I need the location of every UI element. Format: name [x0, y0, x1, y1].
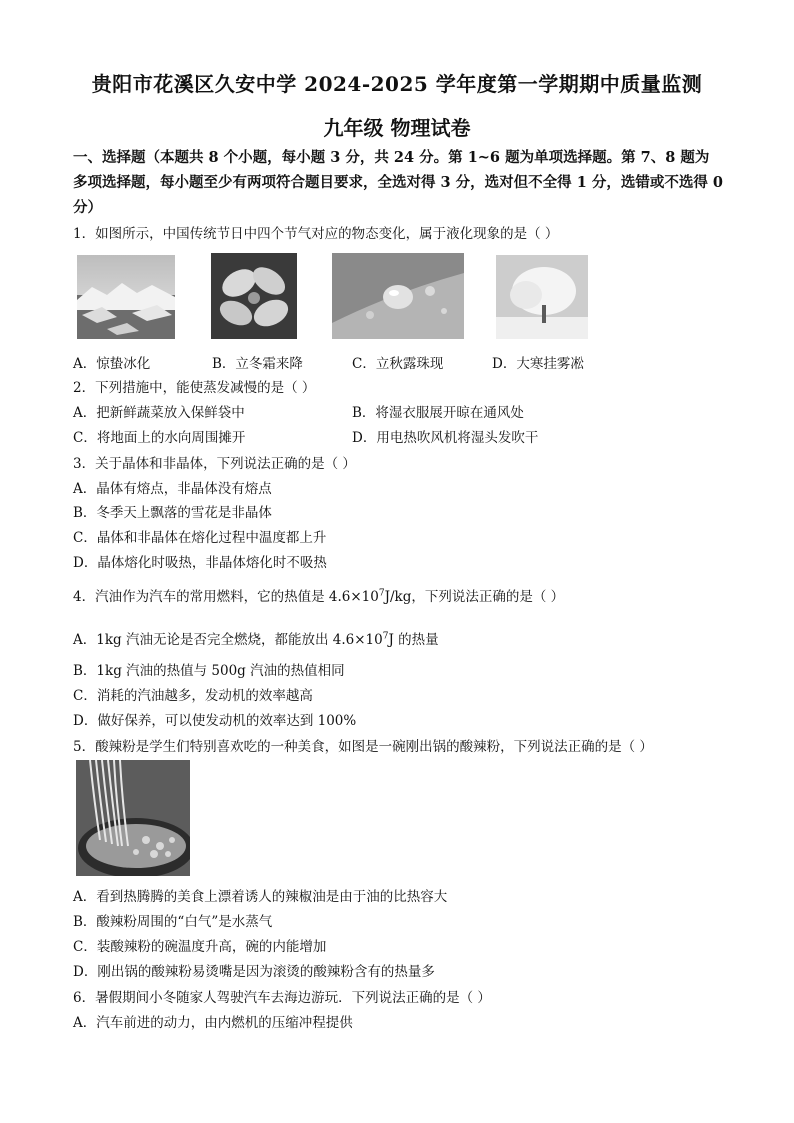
q2-option-c: C．将地面上的水向周围摊开: [73, 430, 246, 446]
q4-option-b: B．1kg 汽油的热值与 500g 汽油的热值相同: [73, 663, 345, 679]
section-heading: 一、选择题（本题共 8 个小题，每小题 3 分，共 24 分。第 1~6 题为单项选择题。第 7、8 题为多项选择题，每小题至少有两项符合题目要求，全选对得 3 分，选对但不全得 1 分，选错或不选得 0 分）: [73, 149, 724, 216]
q3-option-d: D．晶体熔化时吸热，非晶体熔化时不吸热: [73, 555, 327, 571]
q5-option-b: B．酸辣粉周围的“白气”是水蒸气: [73, 914, 273, 930]
q4-option-a: A．1kg 汽油无论是否完全燃烧，都能放出 $4.6\times 10^7J$ 的热量: [73, 631, 439, 648]
question-1-stem: 1．如图所示，中国传统节日中四个节气对应的物态变化，属于液化现象的是（ ）: [73, 226, 559, 242]
q6-option-a: A．汽车前进的动力，由内燃机的压缩冲程提供: [73, 1015, 353, 1031]
question-5-stem: 5．酸辣粉是学生们特别喜欢吃的一种美食，如图是一碗刚出锅的酸辣粉，下列说法正确的是（ ）: [73, 739, 653, 755]
q3-option-b: B．冬季天上飘落的雪花是非晶体: [73, 505, 272, 521]
q4-option-c: C．消耗的汽油越多，发动机的效率越高: [73, 688, 313, 704]
exam-title: 贵阳市花溪区久安中学 2024-2025 学年度第一学期期中质量监测: [91, 72, 703, 96]
q4-option-d: D．做好保养，可以使发动机的效率达到 100%: [73, 713, 357, 729]
q1-option-b: B．立冬霜来降: [212, 356, 303, 372]
frost-leaves-image: [211, 253, 297, 339]
q5-option-a: A．看到热腾腾的美食上漂着诱人的辣椒油是由于油的比热容大: [73, 889, 448, 905]
question-2-stem: 2．下列措施中，能使蒸发减慢的是（ ）: [73, 380, 316, 396]
q2-option-b: B．将湿衣服展开晾在通风处: [352, 405, 524, 421]
q2-option-a: A．把新鲜蔬菜放入保鲜袋中: [73, 405, 245, 421]
q1-option-a: A．惊蛰冰化: [73, 356, 151, 372]
dew-drop-image: [332, 253, 464, 339]
hot-sour-noodles-image: [76, 760, 190, 876]
rime-tree-image: [496, 255, 588, 339]
q3-option-a: A．晶体有熔点，非晶体没有熔点: [73, 481, 272, 497]
q5-option-d: D．刚出锅的酸辣粉易烫嘴是因为滚烫的酸辣粉含有的热量多: [73, 964, 435, 980]
q1-option-d: D．大寒挂雾凇: [492, 356, 584, 372]
exam-subtitle: 九年级 物理试卷: [323, 116, 471, 140]
q5-option-c: C．装酸辣粉的碗温度升高，碗的内能增加: [73, 939, 327, 955]
q2-option-d: D．用电热吹风机将湿头发吹干: [352, 430, 539, 446]
q3-option-c: C．晶体和非晶体在熔化过程中温度都上升: [73, 530, 327, 546]
q1-option-c: C．立秋露珠现: [352, 356, 444, 372]
question-4-stem: 4．汽油作为汽车的常用燃料，它的热值是 $4.6\times 10^7J/kg$，下列说法正确的是（ ）: [73, 588, 565, 605]
ice-melting-image: [77, 255, 175, 339]
question-6-stem: 6．暑假期间小冬随家人驾驶汽车去海边游玩．下列说法正确的是（ ）: [73, 990, 491, 1006]
question-3-stem: 3．关于晶体和非晶体，下列说法正确的是（ ）: [73, 456, 356, 472]
